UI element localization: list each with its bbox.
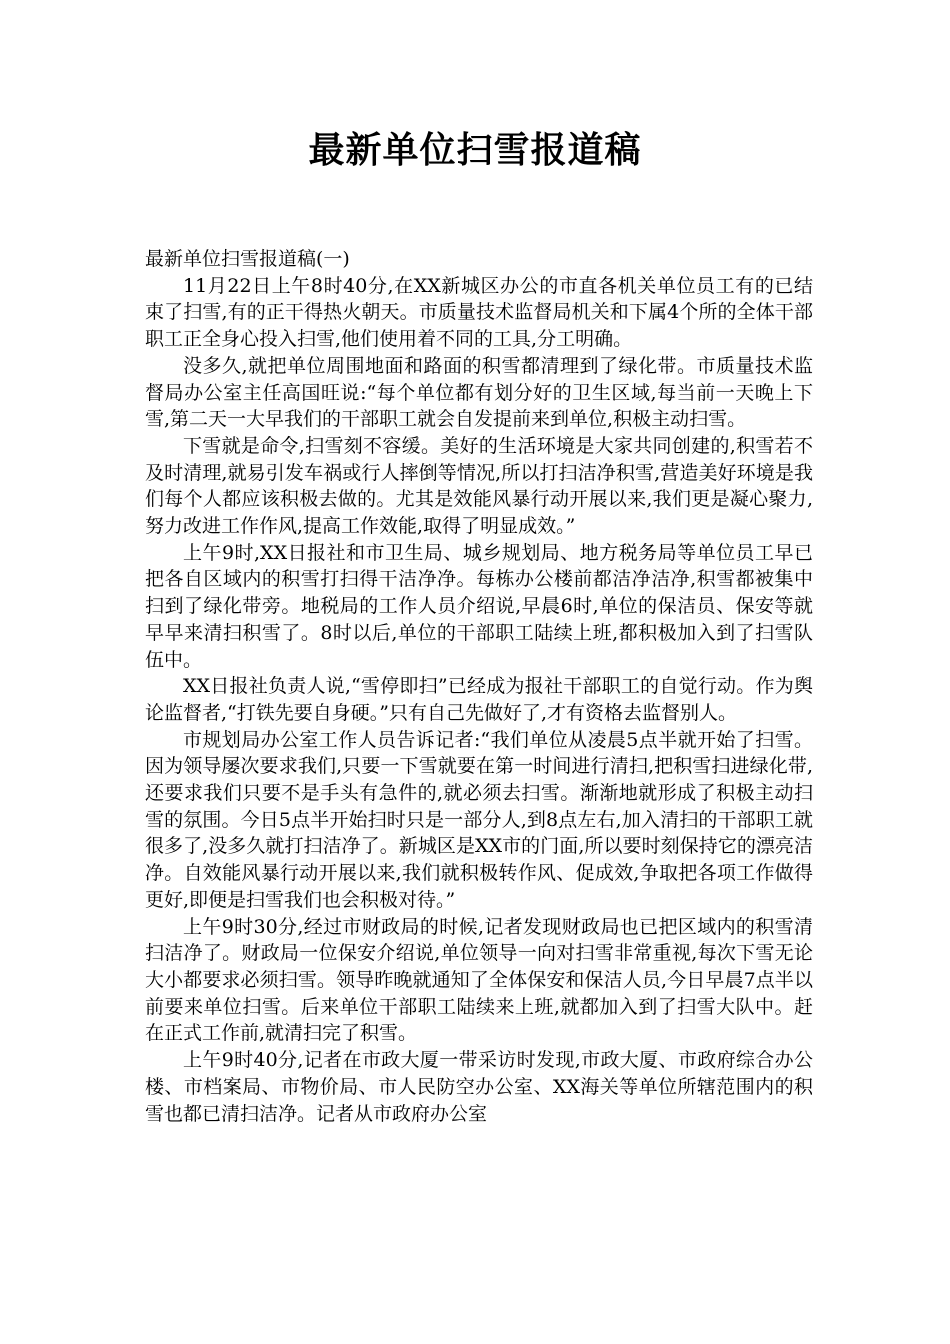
paragraph-4: 上午9时,XX日报社和市卫生局、城乡规划局、地方税务局等单位员工早已把各自区域内的积雪打扫得干洁净净。每栋办公楼前都洁净洁净,积雪都被集中扫到了绿化带旁。地税局的工作人员介绍说,早晨6时,单位的保洁员、保安等就早早来清扫积雪了。8时以后,单位的干部职工陆续上班,都积极加入到了扫雪队伍中。 [145, 541, 813, 671]
paragraph-5: XX日报社负责人说,“雪停即扫”已经成为报社干部职工的自觉行动。作为舆论监督者,“打铁先要自身硬。”只有自己先做好了,才有资格去监督别人。 [145, 675, 813, 724]
paragraph-7: 上午9时30分,经过市财政局的时候,记者发现财政局也已把区域内的积雪清扫洁净了。财政局一位保安介绍说,单位领导一向对扫雪非常重视,每次下雪无论大小都要求必须扫雪。领导昨晚就通知了全体保安和保洁人员,今日早晨7点半以前要来单位扫雪。后来单位干部职工陆续来上班,就都加入到了扫雪大队中。赶在正式工作前,就清扫完了积雪。 [145, 915, 813, 1045]
document-title: 最新单位扫雪报道稿 [308, 130, 642, 171]
paragraph-2: 没多久,就把单位周围地面和路面的积雪都清理到了绿化带。市质量技术监督局办公室主任高国旺说:“每个单位都有划分好的卫生区域,每当前一天晚上下雪,第二天一大早我们的干部职工就会自发提前来到单位,积极主动扫雪。 [145, 354, 813, 431]
paragraph-3: 下雪就是命令,扫雪刻不容缓。美好的生活环境是大家共同创建的,积雪若不及时清理,就易引发车祸或行人摔倒等情况,所以打扫洁净积雪,营造美好环境是我们每个人都应该积极去做的。尤其是效能风暴行动开展以来,我们更是凝心聚力,努力改进工作作风,提高工作效能,取得了明显成效。” [145, 434, 813, 538]
document-body [145, 246, 813, 1127]
paragraph-1: 11月22日上午8时40分,在XX新城区办公的市直各机关单位员工有的已结束了扫雪,有的正干得热火朝天。市质量技术监督局机关和下属4个所的全体干部职工正全身心投入扫雪,他们使用着不同的工具,分工明确。 [145, 274, 813, 351]
paragraph-6: 市规划局办公室工作人员告诉记者:“我们单位从凌晨5点半就开始了扫雪。因为领导屡次要求我们,只要一下雪就要在第一时间进行清扫,把积雪扫进绿化带,还要求我们只要不是手头有急件的,就必须去扫雪。渐渐地就形成了积极主动扫雪的氛围。今日5点半开始扫时只是一部分人,到8点左右,加入清扫的干部职工就很多了,没多久就打扫洁净了。新城区是XX市的门面,所以要时刻保持它的漂亮洁净。自效能风暴行动开展以来,我们就积极转作风、促成效,争取把各项工作做得更好,即便是扫雪我们也会积极对待。” [145, 728, 813, 911]
paragraph-8: 上午9时40分,记者在市政大厦一带采访时发现,市政大厦、市政府综合办公楼、市档案局、市物价局、市人民防空办公室、XX海关等单位所辖范围内的积雪也都已清扫洁净。记者从市政府办公室 [145, 1049, 813, 1125]
section-heading: 最新单位扫雪报道稿(一) [145, 248, 350, 270]
